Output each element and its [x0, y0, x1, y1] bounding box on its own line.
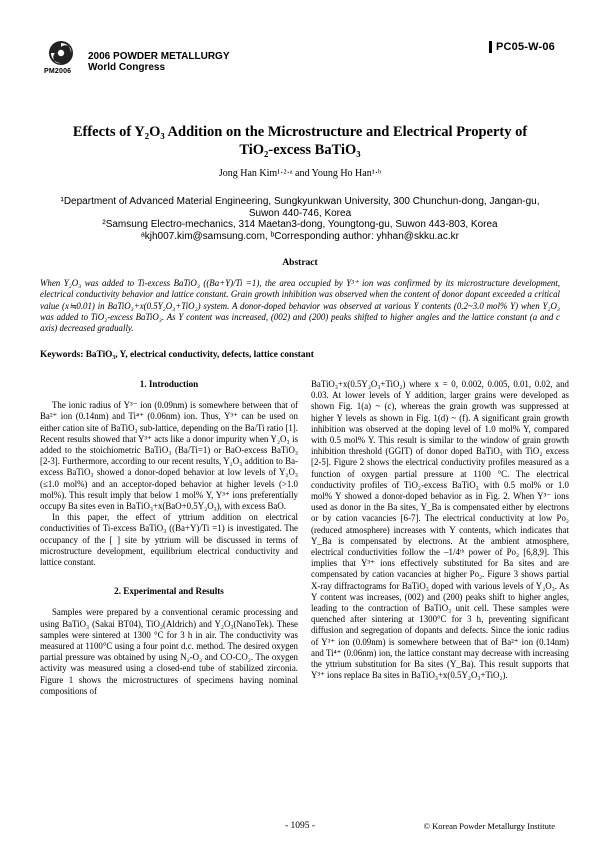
right-column [311, 379, 569, 681]
section-heading-introduction: 1. Introduction [139, 379, 199, 389]
affiliation-line: Suwon 440-746, Korea [248, 207, 352, 219]
logo-year: PM2006 [44, 68, 72, 75]
section-heading-experimental: 2. Experimental and Results [114, 586, 224, 597]
page-number: - 1095 - [284, 821, 316, 831]
author-list: Jong Han Kim¹·²·ᵃ and Young Ho Han¹·ᵇ [218, 168, 382, 179]
title-line2: TiO₂-excess BaTiO₃ [239, 142, 361, 158]
conference-name [88, 51, 230, 73]
keywords: Keywords: BaTiO₃, Y, electrical conductivity, defects, lattice constant [40, 350, 314, 360]
body-paragraph: In this paper, the effect of yttrium addition on electrical conductivities of Ti-excess BaTiO₃ ((Ba+Y)/Ti =1) is investigated. The occupancy of the [ ] site by yttrium will be discussed in terms of microstructure development, equilibrium electrical conductivity and lattice constant. [40, 512, 298, 568]
body-paragraph: BaTiO₃+x(0.5Y₂O₃+TiO₂) where x = 0, 0.002, 0.005, 0.01, 0.02, and 0.03. At lower levels of Y addition, larger grains were developed as shown Fig. 1(a) ~ (c), whereas the grain growth was suppressed at higher Y levels as shown in Fig. 1(d) ~ (f). A significant grain growth inhibition was observed at the doping level of 1.0 mol% Y, compared with 0.5 mol% Y. This result is similar to the window of grain growth inhibition threshold (GGIT) of donor doped BaTiO₃ with TiO₂ excess [2-5]. Figure 2 shows the electrical conductivity profiles measured as a function of oxygen partial pressure at 1100 °C. The electrical conductivity profiles of TiO₂-excess BaTiO₃ with 0.5 mol% or 1.0 mol% Y showed a donor-doped behavior as in Fig. 2. When Y³⁻ ions used as donor in the Ba sites, Y_Ba is compensated either by electrons or by cation vacancies [6-7]. The electrical conductivity at low Po₂ (reduced atmosphere) increases with Y contents, which indicates that Y_Ba is compensated by electrons. At the ambient atmosphere, electrical conductivities follow the –1/4ᵗʰ power of Po₂ [6,8,9]. This implies that Y³⁺ ions effectively substituted for Ba sites and are compensated by cation vacancies at higher Po₂. Figure 3 shows partial X-ray diffractograms for BaTiO₃ doped with various levels of Y₂O₃. As Y content was increases, (002) and (200) peaks shift to higher angles, leading to the contraction of BaTiO₃ unit cell. These samples were quenched after sintering at 1300°C for 3 h, preventing significant diffusion and segregation of dopants and defects. Since the ionic radius of Y³⁺ ion (0.09nm) is somewhere between that of Ba²⁺ ion (0.14nm) and Ti⁴⁺ (0.06nm) ion, the lattice constant may decrease with increasing the yttrium substitution for Ba sites (Y_Ba). This result supports that Y³⁺ ions replace Ba sites in BaTiO₃+x(0.5Y₂O₃+TiO₂). [311, 379, 569, 681]
swirl-logo-icon [48, 40, 74, 66]
body-paragraph: The ionic radius of Y³⁻ ion (0.09nm) is somewhere between that of Ba²⁺ ion (0.14nm) and Ti⁴⁺ (0.06nm) ion. Thus, Y³⁺ can be used on either cation site of BaTiO₃ sub-lattice, depending on the Ba/Ti ratio [1]. Recent results showed that Y³⁺ acts like a donor impurity when Y₂O₃ is added to the stoichiometric BaTiO₃ (Ba/Ti=1) or BaO-excess BaTiO₃ [2-3]. Furthermore, according to our recent results, Y₂O₃ addition to Ba-excess BaTiO₃ showed a donor-doped behavior at low levels of Y₂O₃ (≤1.0 mol%) and an acceptor-doped behavior at higher levels (>1.0 mol%). This result imply that below 1 mol% Y, Y³⁺ ions preferentially occupy Ba sites even in BaTiO₃+x(BaO+0.5Y₂O₃), with excess BaO. [40, 400, 298, 512]
affiliation-line: ²Samsung Electro-mechanics, 314 Maetan3-dong, Youngtong-gu, Suwon 443-803, Korea [102, 219, 498, 231]
paper-title [40, 123, 560, 159]
abstract-heading: Abstract [282, 258, 318, 268]
body-paragraph: Samples were prepared by a conventional ceramic processing and using BaTiO₃ (Sakai BT04), TiO₂(Aldrich) and Y₂O₃(NanoTek). These samples were sintered at 1300 °C for 3 h in air. The conductivity was measured at 1100°C using a four point d.c. method. The desired oxygen partial pressure was obtained by using N₂-O₂ and CO-CO₂. The oxygen activity was measured using a closed-end tube of stabilized zirconia. Figure 1 shows the microstructures of specimens having nominal compositions of [40, 607, 298, 696]
copyright-notice: © Korean Powder Metallurgy Institute [423, 821, 555, 831]
title-line1: Effects of Y₂O₃ Addition on the Microstructure and Electrical Property of [72, 124, 528, 140]
contact-emails: ᵃkjh007.kim@samsung.com, ᵇCorresponding author: yhhan@skku.ac.kr [141, 231, 459, 243]
left-column [40, 379, 298, 697]
conference-logo [44, 40, 78, 82]
affiliation-line: ¹Department of Advanced Material Engineering, Sungkyunkwan University, 300 Chunchun-dong, Jangan-gu, [60, 196, 540, 207]
affiliations [40, 196, 560, 243]
conference-line2: World Congress [88, 62, 166, 73]
abstract-text: When Y₂O₃ was added to Ti-excess BaTiO₃ ((Ba+Y)/Ti =1), the area occupied by Y³⁺ ion was confirmed by its microstructure development, electrical conductivity behavior and lattice constant. Grain growth inhibition was observed when the content of donor dopant exceeded a critical value (x≒0.01) in BaTiO₃+x(0.5Y₂O₃+TiO₂) system. A donor-doped behavior was observed at various Y contents (0.2~3.0 mol% Y) when Y₂O₃ was added to TiO₂-excess BaTiO₃. As Y content was increased, (002) and (200) peaks shifted to higher angles and the lattice constant (a and c axis) decreased gradually. [40, 278, 560, 334]
conference-line1: 2006 POWDER METALLURGY [88, 51, 230, 62]
paper-code-badge: PC05-W-06 [489, 41, 555, 53]
